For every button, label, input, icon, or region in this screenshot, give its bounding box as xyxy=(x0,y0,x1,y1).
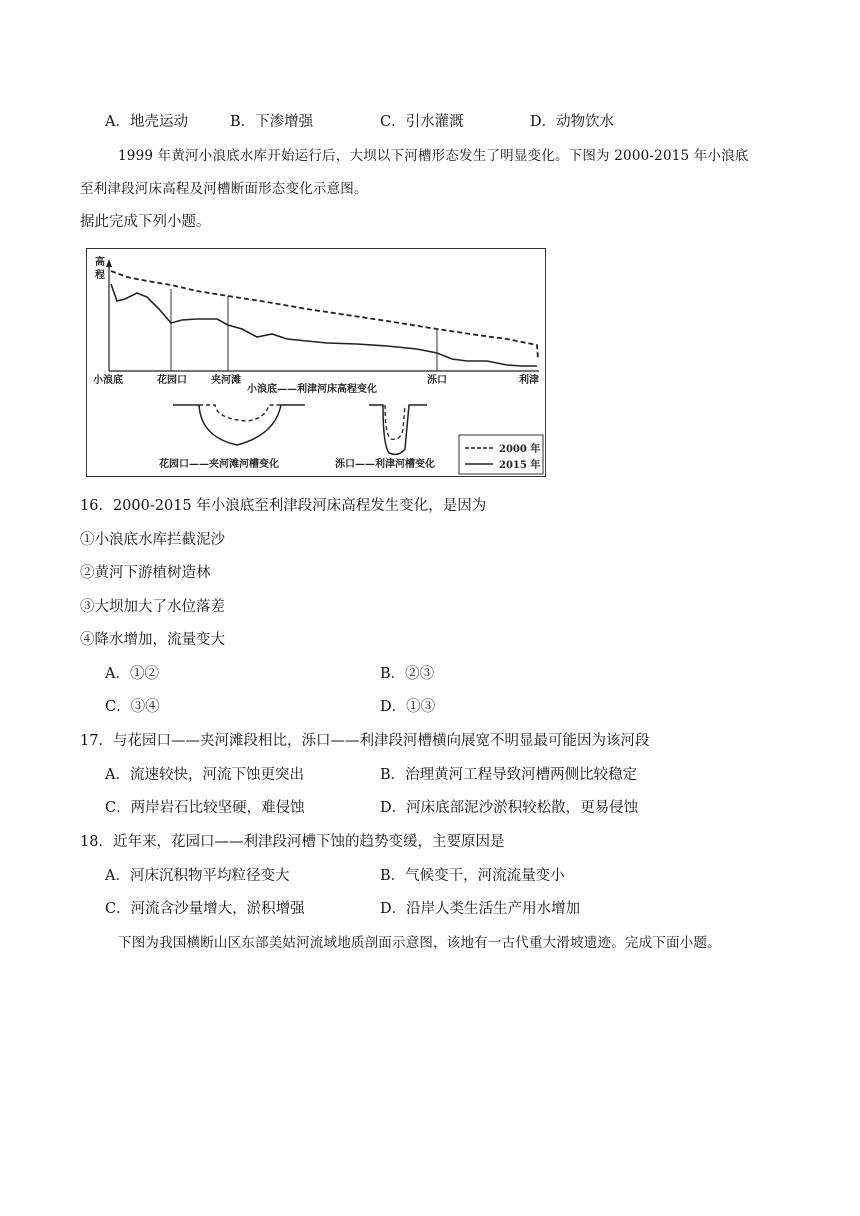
q18-option-a[interactable]: A．河床沉积物平均粒径变大 xyxy=(105,868,290,884)
q16-option-d[interactable]: D．①③ xyxy=(380,699,436,715)
profile-caption: 小浪底——利津河床高程变化 xyxy=(247,384,377,395)
station-label-lijin: 利津 xyxy=(519,375,539,386)
river-figure xyxy=(86,248,546,477)
prev-option-c: C．引水灌溉 xyxy=(380,114,464,130)
outro-text: 下图为我国横断山区东部美姑河流域地质剖面示意图，该地有一古代重大滑坡遗迹。完成下面小题。 xyxy=(118,935,721,951)
y-axis-label-2: 程 xyxy=(95,270,105,281)
q18-option-b[interactable]: B．气候变干，河流流量变小 xyxy=(380,868,565,884)
q16-item-3: ③大坝加大了水位落差 xyxy=(80,599,225,615)
station-label-luokou: 泺口 xyxy=(427,375,447,386)
q16-item-2: ②黄河下游植树造林 xyxy=(80,565,211,581)
prev-option-b: B．下渗增强 xyxy=(230,114,314,130)
legend-2015-label: 2015 年 xyxy=(499,460,541,471)
profile-2000-line xyxy=(111,271,538,359)
section1-caption: 花园口——夹河滩河槽变化 xyxy=(159,459,279,470)
station-label-jiahetan: 夹河滩 xyxy=(211,375,241,386)
y-axis-arrow xyxy=(106,259,112,267)
q16-option-b[interactable]: B．②③ xyxy=(380,666,435,682)
q18-option-c[interactable]: C．河流含沙量增大，淤积增强 xyxy=(105,901,305,917)
q16-item-1: ①小浪底水库拦截泥沙 xyxy=(80,532,225,548)
section2-2015-line xyxy=(369,405,427,454)
q16-option-c[interactable]: C．③④ xyxy=(105,699,160,715)
q17-option-d[interactable]: D．河床底部泥沙淤积较松散，更易侵蚀 xyxy=(380,800,639,816)
station-label-huayuankou: 花园口 xyxy=(157,375,187,386)
prev-option-d: D．动物饮水 xyxy=(530,114,615,130)
q16-stem: 16．2000-2015 年小浪底至利津段河床高程发生变化，是因为 xyxy=(80,498,487,514)
legend-2000-label: 2000 年 xyxy=(499,444,541,455)
q16-option-a[interactable]: A．①② xyxy=(105,666,159,682)
q17-option-a[interactable]: A．流速较快，河流下蚀更突出 xyxy=(105,767,304,783)
river-figure-svg xyxy=(87,249,547,478)
station-label-xiaolangdi: 小浪底 xyxy=(93,375,123,386)
section1-2000-line xyxy=(199,405,281,421)
q17-option-c[interactable]: C．两岸岩石比较坚硬，难侵蚀 xyxy=(105,800,305,816)
q17-stem: 17．与花园口——夹河滩段相比，泺口——利津段河槽横向展宽不明显最可能因为该河段 xyxy=(80,733,650,749)
q18-stem: 18．近年来，花园口——利津段河槽下蚀的趋势变缓，主要原因是 xyxy=(80,834,505,850)
intro-line-1: 1999 年黄河小浪底水库开始运行后，大坝以下河槽形态发生了明显变化。下图为 2000-2015 年小浪底 xyxy=(118,148,749,164)
intro-line-2: 至利津段河床高程及河槽断面形态变化示意图。 xyxy=(80,181,368,197)
q16-item-4: ④降水增加，流量变大 xyxy=(80,632,225,648)
intro-line-3: 据此完成下列小题。 xyxy=(80,214,211,230)
profile-2015-line xyxy=(111,284,537,366)
section1-2015-line xyxy=(173,405,305,445)
section2-2000-line xyxy=(385,405,405,439)
q18-option-d[interactable]: D．沿岸人类生活生产用水增加 xyxy=(380,901,581,917)
section2-caption: 泺口——利津河槽变化 xyxy=(335,459,435,470)
prev-option-a: A．地壳运动 xyxy=(105,114,188,130)
q17-option-b[interactable]: B．治理黄河工程导致河槽两侧比较稳定 xyxy=(380,767,638,783)
y-axis-label-1: 高 xyxy=(95,257,105,268)
